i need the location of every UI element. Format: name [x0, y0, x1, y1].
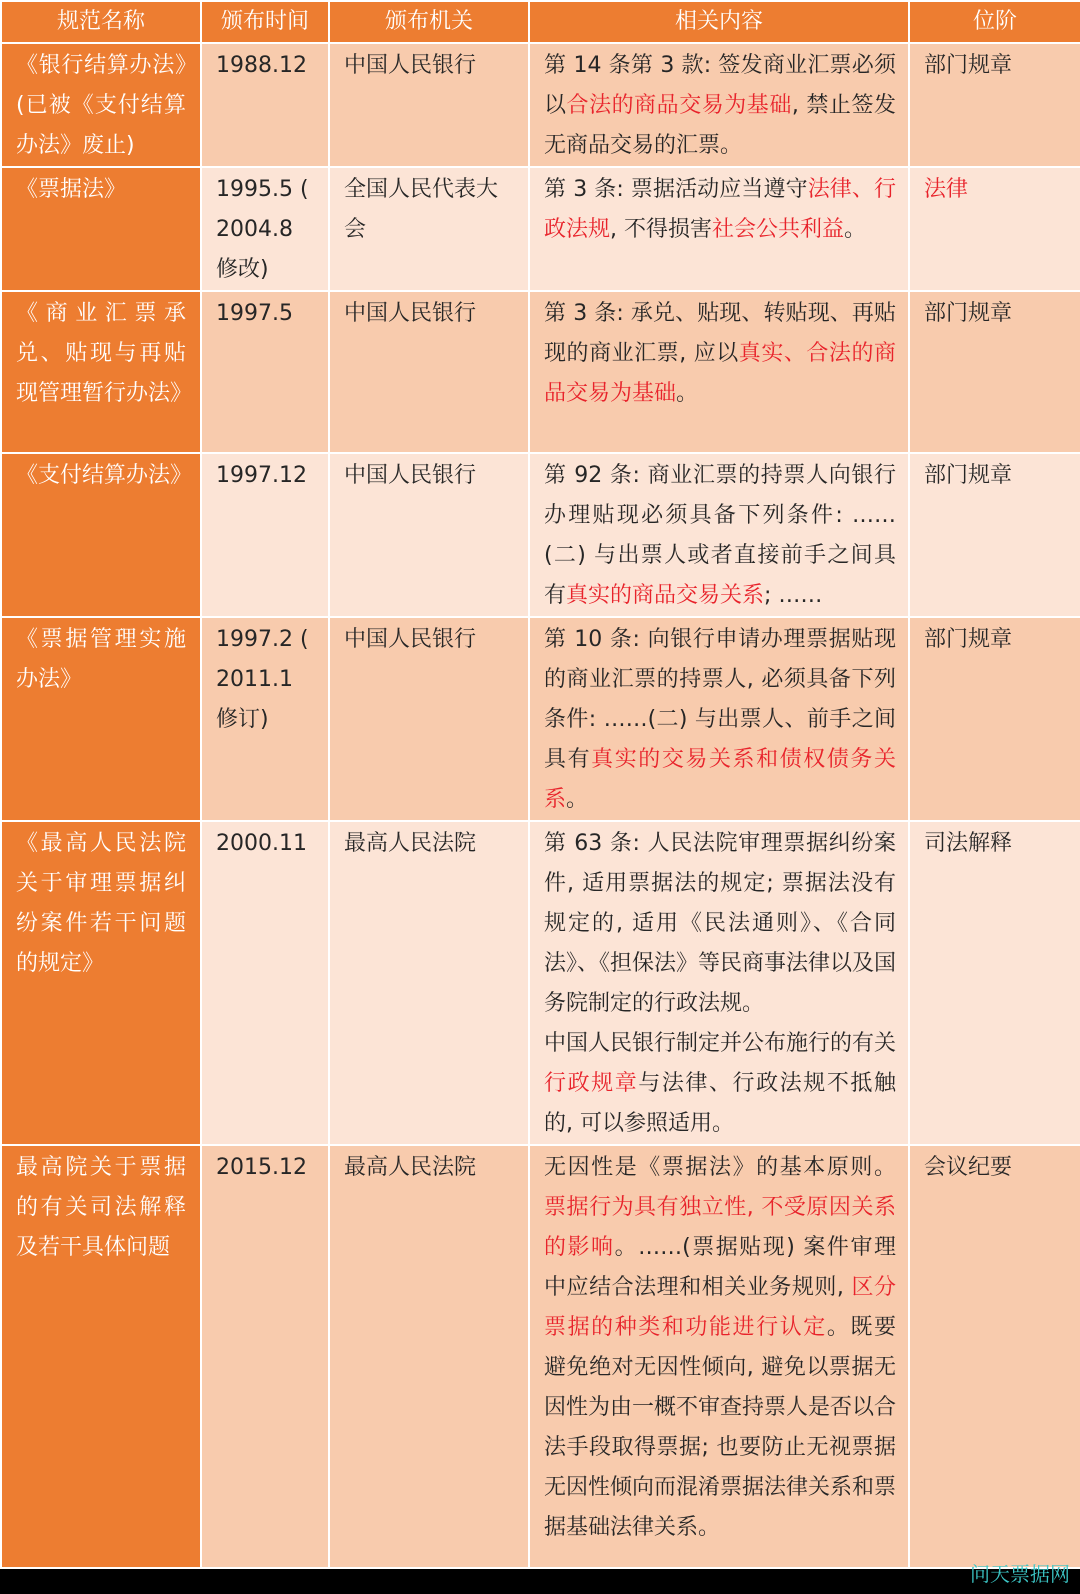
content-text: 第 14 条第 3 款: 签发商业汇票必须以 — [544, 53, 896, 118]
content-text: 第 3 条: 票据活动应当遵守 — [544, 177, 808, 202]
issue-date: 2000.11 — [201, 821, 329, 1145]
related-content — [529, 821, 909, 1145]
highlighted-text: 合法的商品交易为基础 — [566, 93, 792, 118]
table-header-row — [1, 1, 1080, 43]
issue-date: 1988.12 — [201, 43, 329, 167]
header-name: 规范名称 — [1, 1, 201, 43]
content-text: 第 92 条: 商业汇票的持票人向银行办理贴现必须具备下列条件: ……(二) 与出票人或者直接前手之间具有 — [544, 463, 896, 608]
issue-date: 1997.2 ( 2011.1 修订) — [201, 617, 329, 821]
content-text: 第 10 条: 向银行申请办理票据贴现的商业汇票的持票人, 必须具备下列条件: ……(二) 与出票人、前手之间具有 — [544, 627, 896, 772]
highlighted-text: 法律、行政法规 — [544, 177, 896, 242]
related-content — [529, 167, 909, 291]
content-text: 与法律、行政法规不抵触的, 可以参照适用。 — [544, 1071, 896, 1136]
highlighted-text: 区分票据的种类和功能进行认定 — [544, 1275, 896, 1340]
site-watermark: 问天票据网 — [970, 1562, 1070, 1586]
issuing-authority: 中国人民银行 — [329, 453, 529, 617]
content-text: 。……(票据贴现) 案件审理中应结合法理和相关业务规则, — [544, 1235, 896, 1300]
highlighted-text: 真实、合法的商品交易为基础 — [544, 341, 896, 406]
table-row — [1, 43, 1080, 167]
issuing-authority: 最高人民法院 — [329, 1145, 529, 1568]
table-row — [1, 167, 1080, 291]
regulation-name: 最高院关于票据的有关司法解释及若干具体问题 — [1, 1145, 201, 1568]
header-content: 相关内容 — [529, 1, 909, 43]
related-content — [529, 617, 909, 821]
highlighted-text: 行政规章 — [544, 1071, 639, 1096]
content-text: 第 3 条: 承兑、贴现、转贴现、再贴现的商业汇票, 应以 — [544, 301, 896, 366]
content-text: 无因性是《票据法》的基本原则。 — [544, 1155, 896, 1180]
issue-date: 1995.5 ( 2004.8 修改) — [201, 167, 329, 291]
issuing-authority: 全国人民代表大会 — [329, 167, 529, 291]
highlighted-text: 票据行为具有独立性, 不受原因关系的影响 — [544, 1195, 896, 1260]
header-rank: 位阶 — [909, 1, 1080, 43]
regulation-name: 《票据管理实施办法》 — [1, 617, 201, 821]
highlighted-text: 真实的交易关系和债权债务关系 — [544, 747, 896, 812]
related-content — [529, 43, 909, 167]
legal-rank: 司法解释 — [909, 821, 1080, 1145]
content-text: 。 — [566, 787, 589, 812]
issuing-authority: 最高人民法院 — [329, 821, 529, 1145]
content-text: 第 63 条: 人民法院审理票据纠纷案件, 适用票据法的规定; 票据法没有规定的, 适用《民法通则》、《合同法》、《担保法》等民商事法律以及国务院制定的行政法规。 — [544, 831, 897, 1016]
table-row — [1, 291, 1080, 453]
table-row — [1, 1145, 1080, 1568]
legal-rank: 会议纪要 — [909, 1145, 1080, 1568]
content-text: ; …… — [764, 583, 823, 608]
table-row — [1, 453, 1080, 617]
issue-date: 1997.12 — [201, 453, 329, 617]
regulation-name: 《支付结算办法》 — [1, 453, 201, 617]
content-text: 。既要避免绝对无因性倾向, 避免以票据无因性为由一概不审查持票人是否以合法手段取得票据; 也要防止无视票据无因性倾向而混淆票据法律关系和票据基础法律关系。 — [544, 1315, 897, 1540]
legal-rank: 部门规章 — [909, 453, 1080, 617]
issuing-authority: 中国人民银行 — [329, 617, 529, 821]
legal-rank: 部门规章 — [909, 291, 1080, 453]
content-text: 。 — [676, 381, 699, 406]
highlighted-text: 社会公共利益 — [712, 217, 845, 242]
content-text: , 禁止签发无商品交易的汇票。 — [544, 93, 896, 158]
content-text: , 不得损害 — [610, 217, 713, 242]
table-row — [1, 821, 1080, 1145]
regulation-name: 《商业汇票承兑、贴现与再贴现管理暂行办法》 — [1, 291, 201, 453]
legal-rank: 部门规章 — [909, 43, 1080, 167]
regulation-name: 《银行结算办法》(已被《支付结算办法》废止) — [1, 43, 201, 167]
issue-date: 2015.12 — [201, 1145, 329, 1568]
content-text: 。 — [844, 217, 867, 242]
legal-rank: 部门规章 — [909, 617, 1080, 821]
regulation-name: 《票据法》 — [1, 167, 201, 291]
related-content — [529, 291, 909, 453]
related-content — [529, 1145, 909, 1568]
content-text: 中国人民银行制定并公布施行的有关 — [544, 1031, 897, 1056]
related-content — [529, 453, 909, 617]
issue-date: 1997.5 — [201, 291, 329, 453]
header-date: 颁布时间 — [201, 1, 329, 43]
regulation-name: 《最高人民法院关于审理票据纠纷案件若干问题的规定》 — [1, 821, 201, 1145]
table-row — [1, 617, 1080, 821]
legal-rank: 法律 — [909, 167, 1080, 291]
issuing-authority: 中国人民银行 — [329, 43, 529, 167]
highlighted-text: 真实的商品交易关系 — [566, 583, 765, 608]
header-authority: 颁布机关 — [329, 1, 529, 43]
issuing-authority: 中国人民银行 — [329, 291, 529, 453]
